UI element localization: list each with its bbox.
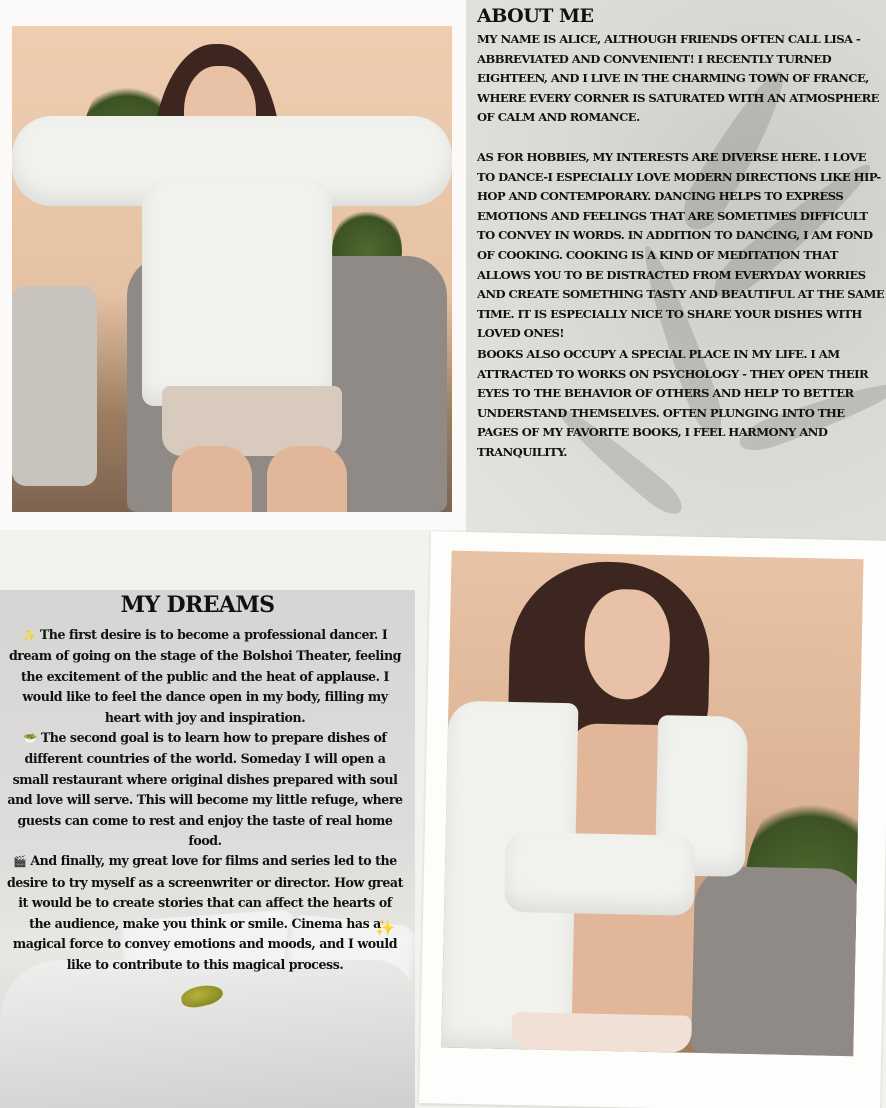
about-paragraph-1: MY NAME IS ALICE, ALTHOUGH FRIENDS OFTEN CALL LISA - ABBREVIATED AND CONVENIENT! I RECENTLY TURNED EIGHTEEN, AND I LIVE IN THE CHARMING TOWN OF FRANCE, WHERE EVERY CORNER IS SATURATED WITH AN ATMOSPHERE OF CALM AND ROMANCE. bbox=[477, 32, 879, 125]
dream-item-2: The second goal is to learn how to prepare dishes of different countries of the world. Someday I will open a small restaurant where original dishes prepared with soul and love will serve. This will become my little refuge, where guests can come to rest and enjoy the taste of real home food. bbox=[7, 730, 403, 849]
shirt bbox=[142, 176, 332, 406]
about-paragraph-2: AS FOR HOBBIES, MY INTERESTS ARE DIVERSE HERE. I LOVE TO DANCE-I ESPECIALLY LOVE MODERN DIRECTIONS LIKE HIP-HOP AND CONTEMPORARY. DANCING HELPS TO EXPRESS EMOTIONS AND FEELINGS THAT ARE SOMETIMES DIFFICULT TO CONVEY IN WORDS. IN ADDITION TO DANCING, I AM FOND OF COOKING. COOKING IS A KIND OF MEDITATION THAT ALLOWS YOU TO BE DISTRACTED FROM EVERYDAY WORRIES AND CREATE SOMETHING TASTY AND BEAUTIFUL AT THE SAME TIME. IT IS ESPECIALLY NICE TO SHARE YOUR DISHES WITH LOVED ONES! bbox=[477, 150, 885, 341]
photo-top-left bbox=[0, 0, 466, 530]
photo-woman-hands-on-head bbox=[12, 26, 452, 512]
underwear bbox=[511, 1012, 692, 1053]
photo-bottom-right bbox=[419, 531, 886, 1108]
armchair bbox=[691, 866, 863, 1056]
dream-item-1: The first desire is to become a professional dancer. I dream of going on the stage of the Bolshoi Theater, feeling the excitement of the public and the heat of applause. I would like to feel the dance open in my body, filling my heart with joy and inspiration. bbox=[8, 627, 402, 725]
sparkles-icon: ✨ bbox=[22, 629, 36, 642]
about-paragraph-3: BOOKS ALSO OCCUPY A SPECIAL PLACE IN MY LIFE. I AM ATTRACTED TO WORKS ON PSYCHOLOGY - THEY OPEN THEIR EYES TO THE BEHAVIOR OF OTHERS AND HELP TO BETTER UNDERSTAND THEMSELVES. OFTEN PLUNGING INTO THE PAGES OF MY FAVORITE BOOKS, I FEEL HARMONY AND TRANQUILITY. bbox=[477, 347, 869, 459]
my-dreams-panel bbox=[0, 590, 415, 1108]
dream-item-3: And finally, my great love for films and series led to the desire to try myself as a screenwriter or director. How great it would be to create stories that can affect the hearts of the audience, make you think or smile. Cinema has a magical force to convey emotions and moods, and I would like to contribute to this magical process. bbox=[7, 853, 403, 972]
dreams-title: MY DREAMS bbox=[120, 592, 275, 618]
dreams-list bbox=[6, 625, 404, 975]
salad-icon: 🥗 bbox=[23, 732, 37, 746]
shirt-knot bbox=[504, 832, 696, 916]
about-me-panel bbox=[466, 0, 886, 545]
sparkles-decoration-icon: ✨ bbox=[375, 918, 395, 937]
sofa bbox=[12, 286, 97, 486]
photo-woman-hand-on-cheek bbox=[441, 551, 863, 1057]
leg-right bbox=[267, 446, 347, 512]
about-title: ABOUT ME bbox=[477, 5, 594, 27]
blanket bbox=[0, 960, 415, 1108]
clapperboard-icon: 🎬 bbox=[13, 855, 27, 869]
leg-left bbox=[172, 446, 252, 512]
